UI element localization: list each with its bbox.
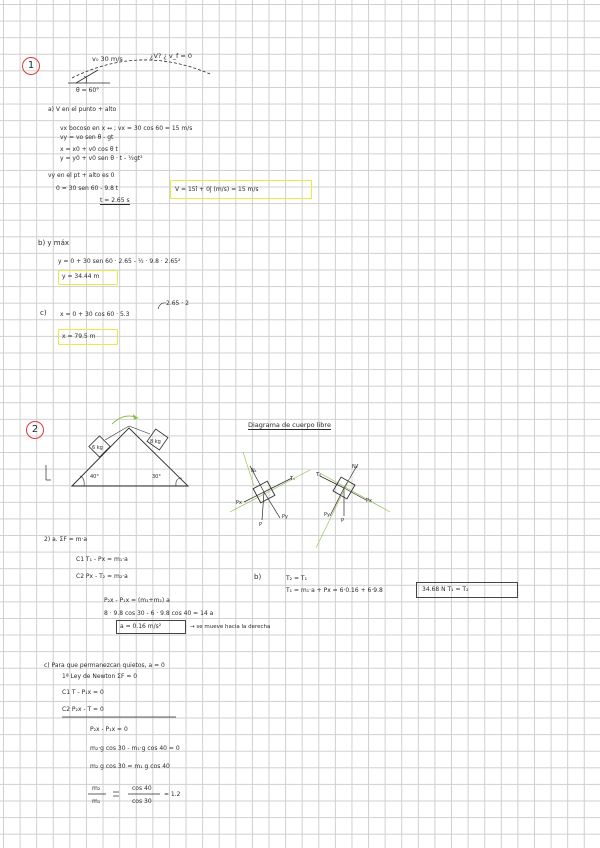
p1-a-line4: y = y0 + v0 sen θ · t - ½gt² bbox=[60, 155, 143, 162]
fbd-left-Py: Py bbox=[282, 514, 288, 520]
p2-c-result: = 1.2 bbox=[164, 791, 181, 798]
fbd-right-N: N₂ bbox=[352, 464, 358, 470]
angle-right: 30° bbox=[152, 474, 161, 480]
p2-b-header: b) bbox=[254, 573, 262, 581]
initial-velocity: v₀ 30 m/s bbox=[92, 55, 123, 63]
p2-b-line2: T₁ = m₁·a + Px = 6·0.16 + 6·9.8 bbox=[286, 587, 383, 594]
launch-angle: θ = 60° bbox=[76, 87, 100, 94]
fbd-left-N: N₁ bbox=[251, 468, 257, 474]
p1-c-header: c) bbox=[40, 309, 47, 317]
p2-a-line4: 8 · 9.8 cos 30 - 6 · 9.8 cos 40 = 14 a bbox=[104, 610, 214, 617]
p1-c-line1: x = 0 + 30 cos 60 · 5.3 bbox=[60, 311, 130, 318]
p2-c-header: c) Para que permanezcan quietos, a = 0 bbox=[44, 662, 165, 669]
p2-a-note: → se mueve hacia la derecha bbox=[190, 624, 271, 630]
p1-b-result: y = 34.44 m bbox=[62, 273, 100, 280]
p2-c-line3: C2 P₂x - T = 0 bbox=[62, 706, 104, 713]
p2-c-line5: m₂·g cos 30 - m₁·g cos 40 = 0 bbox=[90, 745, 180, 752]
p2-c-line2: C1 T - P₁x = 0 bbox=[62, 689, 104, 696]
p1-a-result: V = 15î + 0ĵ (m/s) = 15 m/s bbox=[175, 186, 259, 193]
p1-a-line2: vy = vo sen θ - gt bbox=[60, 134, 114, 141]
frac-left-den: m₁ bbox=[92, 798, 101, 805]
block1-label: 6 kg bbox=[92, 445, 103, 451]
p1-a-line6: 0 = 30 sen 60 - 9.8 t bbox=[56, 185, 119, 192]
fbd-left-T: T₁ bbox=[290, 476, 296, 482]
frac-right-num: cos 40 bbox=[132, 785, 152, 792]
fbd-right-Px: Px bbox=[366, 498, 372, 504]
p2-c-line1: 1ª Ley de Newton ΣF = 0 bbox=[62, 673, 138, 680]
p2-b-line1: T₂ = T₁ bbox=[286, 575, 307, 582]
fbd-title: Diagrama de cuerpo libre bbox=[248, 421, 331, 429]
p2-a-line1: C1 T₁ - Px = m₁·a bbox=[76, 556, 128, 563]
p1-a-time: t = 2.65 s bbox=[100, 197, 130, 204]
fbd-left-P: P bbox=[259, 522, 263, 528]
p2-a-header: 2) a. ΣF = m·a bbox=[44, 536, 88, 543]
p1-a-line5: vy en el pt + alto es 0 bbox=[48, 172, 115, 179]
p1-a-line3: x = x0 + v0 cos θ t bbox=[60, 146, 118, 153]
p2-b-result: 34.68 N T₁ = T₂ bbox=[422, 586, 469, 593]
fbd-left-Px: Px bbox=[236, 500, 242, 506]
fbd-right-P: P bbox=[341, 518, 345, 524]
block2-label: 8 kg bbox=[150, 439, 161, 445]
p1-c-superscript: 2.65 · 2 bbox=[166, 300, 189, 307]
fbd-right-Py: Py bbox=[324, 512, 330, 518]
p1-b-header: b) y máx bbox=[38, 239, 70, 247]
angle-left: 40° bbox=[90, 474, 99, 480]
p1-a-header: a) V en el punto + alto bbox=[48, 106, 117, 113]
p2-a-result: a = 0.16 m/s² bbox=[120, 623, 162, 630]
p1-b-line1: y = 0 + 30 sen 60 · 2.65 - ½ · 9.8 · 2.65² bbox=[58, 258, 181, 265]
p2-c-line6: m₂ g cos 30 = m₁ g cos 40 bbox=[90, 763, 170, 770]
frac-right-den: cos 30 bbox=[132, 798, 152, 805]
problem-1-number: 1 bbox=[22, 57, 40, 75]
p2-a-line3: P₂x - P₁x = (m₁+m₂) a bbox=[104, 597, 170, 604]
question-top: ¿V? ¿ v_f = 0 bbox=[150, 52, 193, 60]
p1-a-line1: vx bocoso en x ↔ ; vx = 30 cos 60 = 15 m/s bbox=[60, 125, 193, 132]
p1-c-result: x = 79.5 m bbox=[62, 333, 96, 340]
frac-left-num: m₂ bbox=[92, 785, 101, 792]
fbd-right-T: T₂ bbox=[316, 472, 322, 478]
p2-c-line4: P₂x - P₁x = 0 bbox=[90, 726, 128, 733]
problem-2-number: 2 bbox=[26, 421, 44, 439]
p2-a-line2: C2 Px - T₂ = m₂·a bbox=[76, 573, 128, 580]
